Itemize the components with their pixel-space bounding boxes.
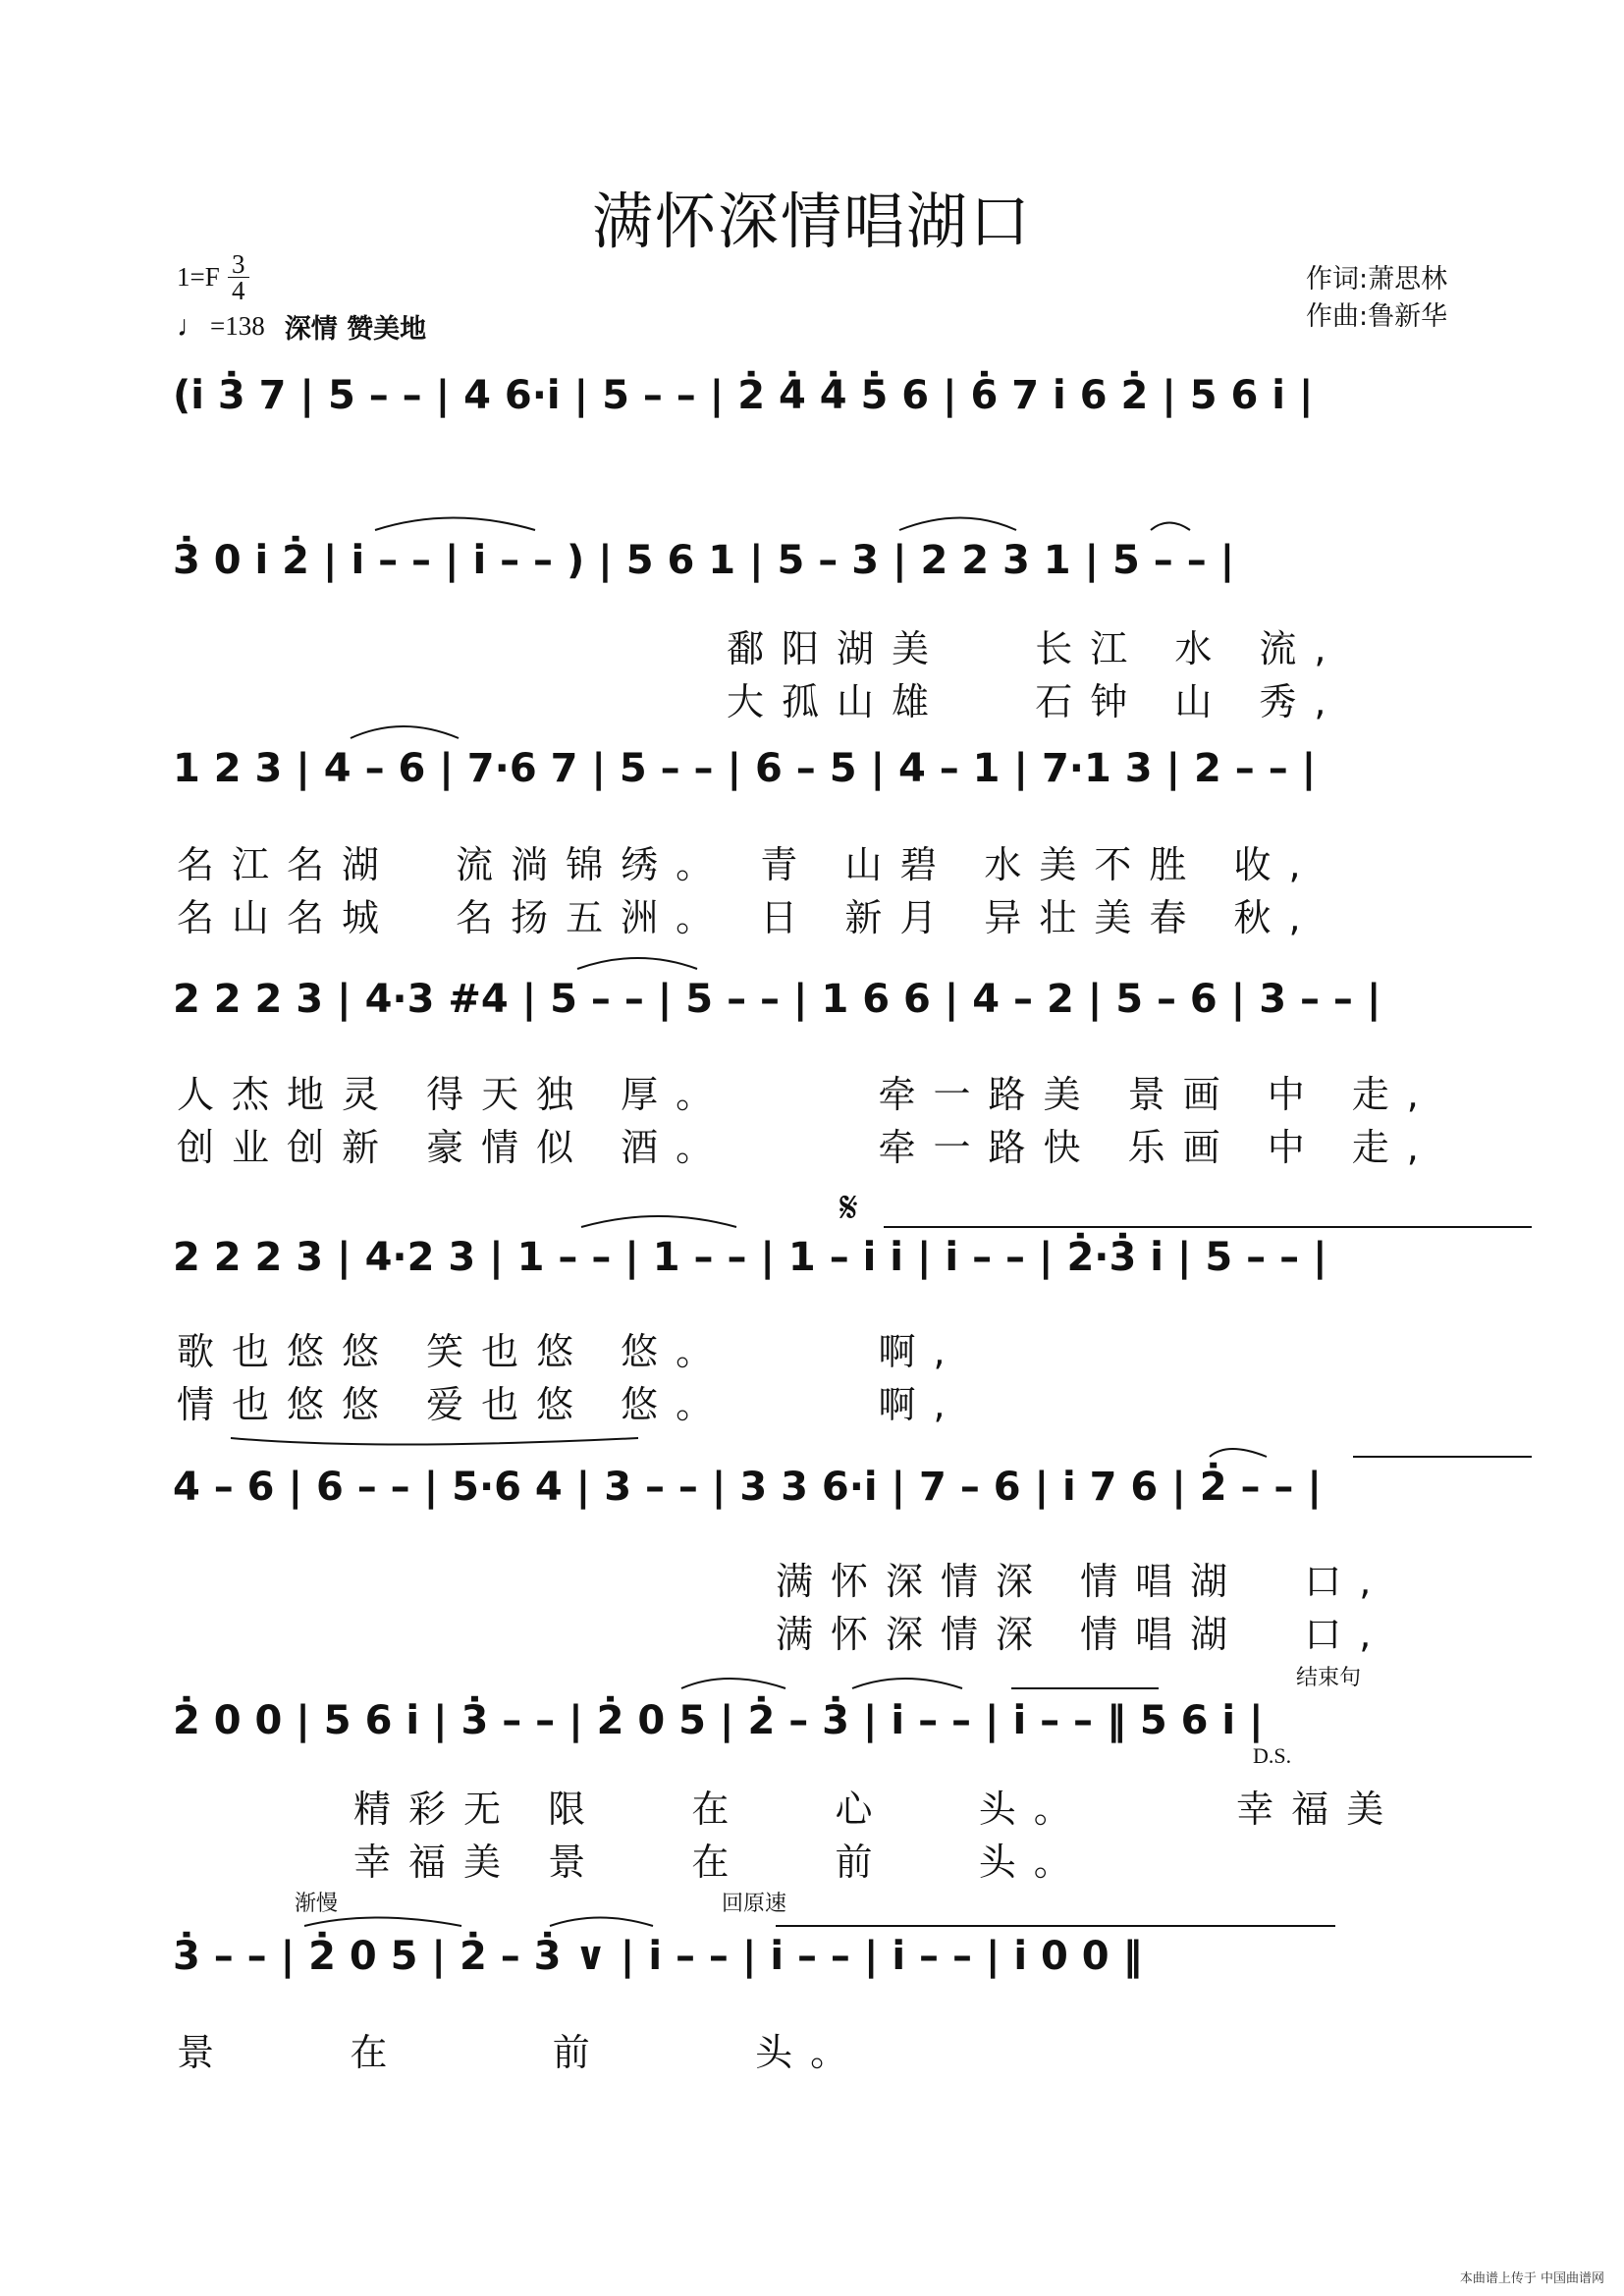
time-numerator: 3 — [232, 249, 245, 279]
music-line-8: 3̇ – – | 2̇ 0 5 | 2̇ – 3̇ ∨ | i̇ – – | i̇ – – | i̇ – – | i̇ 0 0 ‖ — [173, 1934, 1143, 1979]
music-line-4: 2 2 2 3 | 4·3 #4 | 5 – – | 5 – – | 1 6 6 | 4 – 2 | 5 – 6 | 3 – – | — [173, 977, 1381, 1022]
music-line-7: 2̇ 0 0 | 5 6 i̇ | 3̇ – – | 2̇ 0 5 | 2̇ – 3̇ | i̇ – – | i̇ – – ‖ 5 6 i̇ | — [173, 1698, 1264, 1743]
quarter-note-icon: ♩ — [177, 309, 206, 343]
lyric-2-v2: 名山名城 名扬五洲。 日 新月 异壮美春 秋, — [177, 896, 1319, 939]
lyric-1-v1: 鄱阳湖美 长江 水 流, — [727, 627, 1344, 670]
page-title: 满怀深情唱湖口 — [591, 186, 1032, 257]
ds-label: D.S. — [1253, 1743, 1292, 1768]
lyric-2-v1: 名江名湖 流淌锦绣。 青 山碧 水美不胜 收, — [177, 843, 1319, 886]
music-line-5: 2 2 2 3 | 4·2 3 | 1 – – | 1 – – | 1 – i̇ i̇ | i̇ – – | 2̇·3̇ i̇ | 5 – – | — [173, 1235, 1327, 1280]
lyric-4-v1: 歌也悠悠 笑也悠 悠。 啊, — [177, 1330, 963, 1373]
lyric-5-v2: 满怀深情深 情唱湖 口, — [776, 1613, 1389, 1656]
expression: 深情 赞美地 — [284, 314, 427, 345]
lyric-4-v2: 情也悠悠 爱也悠 悠。 啊, — [177, 1383, 963, 1426]
lyric-6-v1: 精彩无 限 在 心 头。 幸福美 — [353, 1788, 1402, 1831]
music-line-3: 1 2 3 | 4 – 6 | 7·6 7 | 5 – – | 6 – 5 | 4 – 1 | 7·1 3 | 2 – – | — [173, 746, 1317, 791]
lyric-3-v1: 人杰地灵 得天独 厚。 牵一路美 景画 中 走, — [177, 1073, 1436, 1116]
ritardando-label: 渐慢 — [295, 1892, 339, 1916]
a-tempo-label: 回原速 — [722, 1892, 787, 1916]
lyric-6-v2: 幸福美 景 在 前 头。 — [353, 1841, 1089, 1884]
lyric-3-v2: 创业创新 豪情似 酒。 牵一路快 乐画 中 走, — [177, 1126, 1436, 1169]
composer: 作曲:鲁新华 — [1306, 301, 1448, 332]
key-signature: 1=F — [177, 262, 220, 292]
footer: 本曲谱上传于 中国曲谱网 — [1459, 2271, 1604, 2286]
time-denominator: 4 — [232, 276, 245, 305]
lyric-5-v1: 满怀深情深 情唱湖 口, — [776, 1560, 1389, 1603]
music-line-6: 4 – 6 | 6 – – | 5·6 4 | 3 – – | 3 3 6·i̇ | 7 – 6 | i̇ 7 6 | 2̇ – – | — [173, 1465, 1322, 1510]
tempo: =138 — [210, 311, 265, 341]
lyric-7-v1: 景 在 前 头。 — [177, 2031, 866, 2074]
music-line-1: (i̇ 3̇ 7 | 5 – – | 4 6·i̇ | 5 – – | 2̇ 4̇ 4̇ 5̇ 6 | 6̇ 7 i̇ 6 2̇ | 5 6 i̇ | — [173, 373, 1314, 418]
lyric-1-v2: 大孤山雄 石钟 山 秀, — [727, 680, 1344, 723]
ending-phrase-label: 结束句 — [1296, 1666, 1362, 1690]
segno-icon: 𝄋 — [839, 1183, 858, 1233]
music-line-2: 3̇ 0 i̇ 2̇ | i̇ – – | i̇ – – ) | 5 6 1 | 5 – 3 | 2 2 3 1 | 5 – – | — [173, 538, 1235, 583]
lyricist: 作词:萧思林 — [1306, 264, 1448, 294]
